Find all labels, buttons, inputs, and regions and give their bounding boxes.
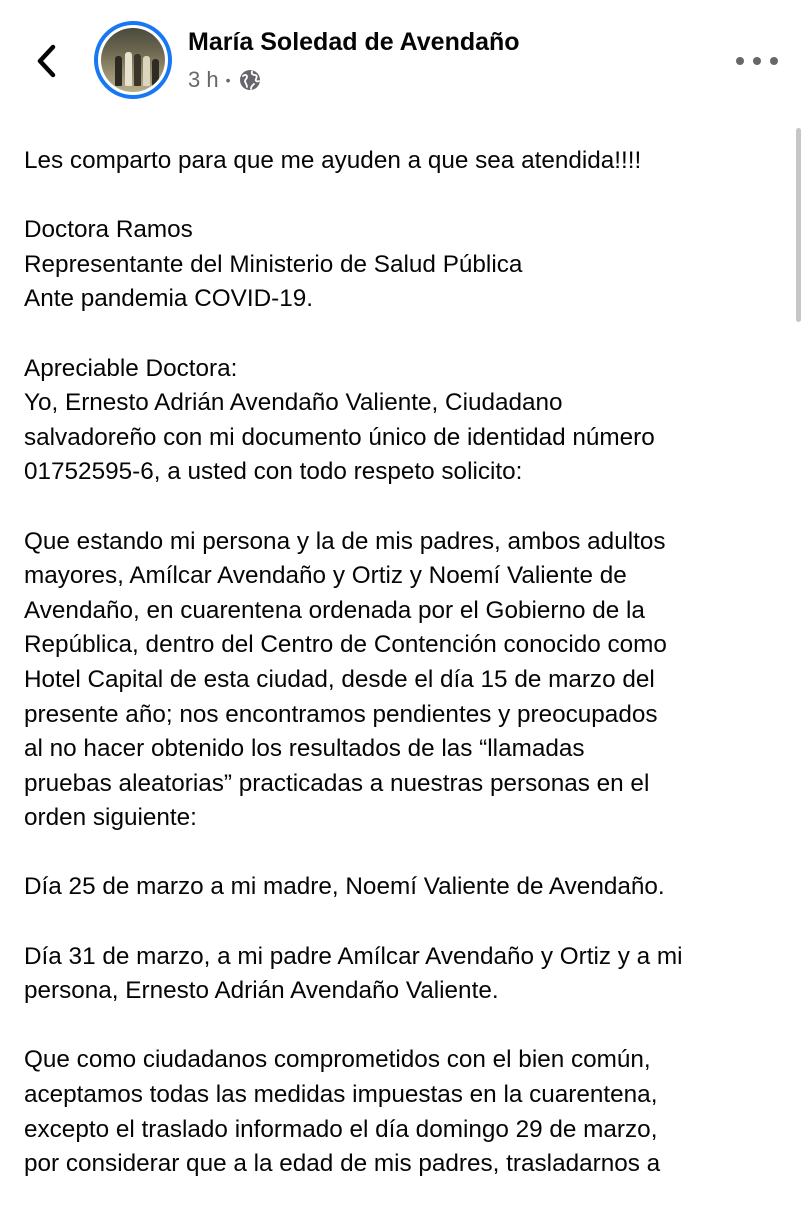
post-text-line: Que como ciudadanos comprometidos con el bien común, <box>24 1046 651 1074</box>
post-text-line: salvadoreño con mi documento único de identidad número <box>24 423 655 451</box>
post-text-line: Día 25 de marzo a mi madre, Noemí Valiente de Avendaño. <box>24 873 665 901</box>
post-text-line: excepto el traslado informado el día domingo 29 de marzo, <box>24 1115 658 1143</box>
post-text-line: Día 31 de marzo, a mi padre Amílcar Avendaño y Ortiz y a mi <box>24 942 683 970</box>
post-text-line: Yo, Ernesto Adrián Avendaño Valiente, Ciudadano <box>24 389 563 417</box>
scrollbar[interactable] <box>796 128 801 322</box>
post-text-line: pruebas aleatorias” practicadas a nuestras personas en el <box>24 769 650 797</box>
post-text-line: Les comparto para que me ayuden a que sea atendida!!!! <box>24 147 642 174</box>
more-horizontal-icon <box>736 57 744 65</box>
post-paragraph <box>24 940 794 1009</box>
post-text-line: aceptamos todas las medidas impuestas en la cuarentena, <box>24 1081 658 1109</box>
post-paragraph <box>24 525 794 836</box>
post-paragraph <box>24 870 794 905</box>
post-paragraph <box>24 144 794 179</box>
avatar-photo <box>101 28 165 92</box>
post-text-line: orden siguiente: <box>24 804 197 832</box>
author-avatar[interactable] <box>94 21 172 99</box>
post-text-line: por considerar que a la edad de mis padres, trasladarnos a <box>24 1150 661 1178</box>
post-text-line: presente año; nos encontramos pendientes y preocupados <box>24 700 658 728</box>
post-text-line: Apreciable Doctora: <box>24 354 238 382</box>
post-text-line: al no hacer obtenido los resultados de las “llamadas <box>24 735 585 763</box>
post-text-line: Avendaño, en cuarentena ordenada por el Gobierno de la <box>24 596 645 624</box>
post-paragraph <box>24 1043 794 1181</box>
author-name[interactable]: María Soledad de Avendaño <box>188 28 520 56</box>
post-text-line: Doctora Ramos <box>24 216 193 244</box>
globe-icon <box>238 68 262 92</box>
post-text-line: Que estando mi persona y la de mis padres, ambos adultos <box>24 527 666 555</box>
post-header <box>0 0 804 122</box>
more-options-button[interactable] <box>736 48 778 74</box>
post-text-line: Representante del Ministerio de Salud Pública <box>24 250 523 278</box>
post-timestamp[interactable]: 3 h <box>188 67 219 92</box>
post-text-line: República, dentro del Centro de Contención conocido como <box>24 631 667 659</box>
post-text-line: mayores, Amílcar Avendaño y Ortiz y Noemí Valiente de <box>24 562 627 590</box>
post-text-line: Hotel Capital de esta ciudad, desde el día 15 de marzo del <box>24 665 655 693</box>
post-text <box>24 144 794 1216</box>
post-text-line: persona, Ernesto Adrián Avendaño Valiente. <box>24 977 499 1005</box>
post-text-line: Ante pandemia COVID-19. <box>24 285 314 313</box>
meta-separator: • <box>225 72 231 88</box>
post-paragraph <box>24 213 794 317</box>
back-button[interactable] <box>26 38 66 84</box>
post-paragraph <box>24 352 794 490</box>
chevron-left-icon <box>34 43 58 79</box>
post-text-line: 01752595-6, a usted con todo respeto solicito: <box>24 458 523 486</box>
post-meta <box>188 66 262 94</box>
